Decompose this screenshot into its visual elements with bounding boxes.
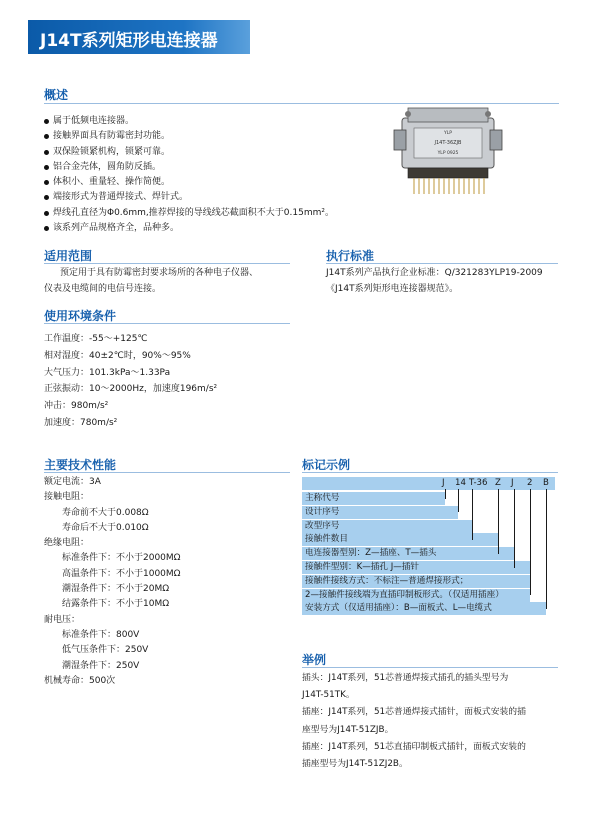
spec-line: 绝缘电阻： bbox=[44, 538, 90, 549]
product-label-bottom: YLP 0925 bbox=[437, 151, 459, 156]
code-token: 14 bbox=[455, 478, 466, 488]
example-line: 座型号为J14T-51ZJB。 bbox=[302, 724, 394, 735]
code-connector bbox=[514, 489, 515, 568]
code-row: 接触件型别：K—插孔 J—插针 bbox=[302, 561, 530, 574]
list-item: 该系列产品规格齐全，品种多。 bbox=[44, 221, 334, 236]
spec-line: 潮湿条件下：不小于20MΩ bbox=[62, 584, 170, 595]
spec-line: 高温条件下：不小于1000MΩ bbox=[62, 568, 181, 579]
environment-line: 加速度：780m/s² bbox=[44, 417, 118, 428]
code-connector bbox=[445, 489, 446, 499]
code-token: J bbox=[511, 478, 514, 488]
list-item: 铝合金壳体，圆角防反插。 bbox=[44, 160, 334, 175]
code-row: 接触件数目 bbox=[302, 533, 498, 546]
code-row: 2—接触件接线端为直插印制板形式。（仅适用插座） bbox=[302, 589, 530, 602]
spec-line: 标准条件下：800V bbox=[62, 629, 140, 640]
code-token: J bbox=[442, 478, 445, 488]
code-token: B bbox=[543, 478, 549, 488]
code-connector bbox=[530, 489, 531, 595]
code-token: 2 bbox=[527, 478, 533, 488]
application-heading: 适用范围 bbox=[44, 249, 93, 263]
code-connector bbox=[498, 489, 499, 554]
example-heading: 举例 bbox=[302, 653, 327, 667]
standard-line: 《J14T系列矩形电连接器规范》。 bbox=[326, 283, 459, 294]
overview-heading: 概述 bbox=[44, 88, 69, 102]
environment-line: 工作温度：-55～+125℃ bbox=[44, 334, 148, 344]
spec-line: 潮湿条件下：250V bbox=[62, 660, 140, 671]
code-connector bbox=[458, 489, 459, 512]
list-item: 双保险锁紧机构，锁紧可靠。 bbox=[44, 145, 334, 160]
code-connector bbox=[472, 489, 473, 540]
spec-line: 接触电阻： bbox=[44, 492, 90, 503]
standard-heading: 执行标准 bbox=[326, 249, 375, 263]
list-item: 端接形式为普通焊接式、焊针式。 bbox=[44, 190, 334, 205]
application-rule bbox=[44, 263, 290, 264]
spec-line: 标准条件下：不小于2000MΩ bbox=[62, 553, 181, 564]
code-row: 电连接器型别：Z—插座、T—插头 bbox=[302, 547, 514, 560]
application-line: 仪表及电缆间的电信号连接。 bbox=[44, 283, 162, 294]
environment-heading: 使用环境条件 bbox=[44, 309, 117, 323]
spec-line: 额定电流：3A bbox=[44, 477, 101, 487]
example-line: 插座：J14T系列，51芯普通焊接式插针，面板式安装的插 bbox=[302, 707, 526, 718]
spec-line: 结露条件下：不小于10MΩ bbox=[62, 599, 170, 610]
product-label-mid: J14T-36ZJB bbox=[434, 140, 462, 146]
environment-line: 冲击：980m/s² bbox=[44, 401, 109, 412]
code-row: 主称代号 bbox=[302, 492, 445, 505]
list-item: 焊线孔直径为Φ0.6mm,推荐焊接的导线线芯截面积不大于0.15mm²。 bbox=[44, 206, 334, 221]
code-row: 改型序号 bbox=[302, 520, 472, 533]
overview-list bbox=[44, 114, 334, 236]
code-header-bar bbox=[302, 477, 555, 490]
marking-rule bbox=[302, 472, 558, 473]
environment-rule bbox=[44, 323, 290, 324]
title-bar bbox=[28, 20, 250, 54]
specs-list bbox=[44, 475, 181, 689]
list-item: 属于低频电连接器。 bbox=[44, 114, 334, 129]
code-row: 设计序号 bbox=[302, 506, 458, 519]
spec-line: 机械寿命：500次 bbox=[44, 675, 116, 686]
example-line: 插座型号为J14T-51ZJ2B。 bbox=[302, 759, 408, 770]
list-item: 体积小、重量轻、操作简便。 bbox=[44, 175, 334, 190]
example-line: 插头：J14T系列，51芯普通焊接式插孔的插头型号为 bbox=[302, 673, 509, 683]
example-line: 插座：J14T系列，51芯直插印制板式插针，面板式安装的 bbox=[302, 741, 526, 752]
spec-line: 低气压条件下：250V bbox=[62, 645, 149, 656]
code-row: 安装方式（仅适用插座）：B—面板式、L—电缆式 bbox=[302, 602, 546, 615]
example-text bbox=[302, 670, 526, 773]
standard-line: J14T系列产品执行企业标准：Q/321283YLP19-2009 bbox=[326, 268, 543, 278]
spec-line: 耐电压： bbox=[44, 614, 81, 625]
code-row: 接触件接线方式：不标注—普通焊接形式； bbox=[302, 575, 530, 588]
example-rule bbox=[302, 667, 558, 668]
standard-rule bbox=[326, 263, 558, 264]
spec-line: 寿命后不大于0.010Ω bbox=[62, 522, 149, 533]
product-label-top: YLP bbox=[444, 131, 452, 136]
code-connector bbox=[546, 489, 547, 609]
marking-heading: 标记示例 bbox=[302, 458, 351, 472]
environment-line: 正弦振动：10～2000Hz，加速度196m/s² bbox=[44, 384, 218, 395]
environment-list bbox=[44, 331, 217, 432]
specs-rule bbox=[44, 472, 290, 473]
example-line: J14T-51TK。 bbox=[302, 690, 355, 701]
environment-line: 相对湿度：40±2℃时，90%～95% bbox=[44, 350, 191, 361]
marking-code-diagram bbox=[302, 477, 555, 617]
specs-heading: 主要技术性能 bbox=[44, 458, 117, 472]
standard-text bbox=[326, 266, 543, 297]
page-title: J14T系列矩形电连接器 bbox=[40, 31, 218, 51]
list-item: 接触界面具有防霉密封功能。 bbox=[44, 129, 334, 144]
code-token: Z bbox=[495, 478, 501, 488]
spec-line: 寿命前不大于0.008Ω bbox=[62, 507, 149, 518]
connector-product-image bbox=[384, 104, 514, 200]
application-text bbox=[44, 266, 258, 297]
environment-line: 大气压力：101.3kPa～1.33Pa bbox=[44, 367, 171, 378]
code-token: T-36 bbox=[469, 478, 488, 488]
application-line: 预定用于具有防霉密封要求场所的各种电子仪器、 bbox=[60, 268, 259, 278]
